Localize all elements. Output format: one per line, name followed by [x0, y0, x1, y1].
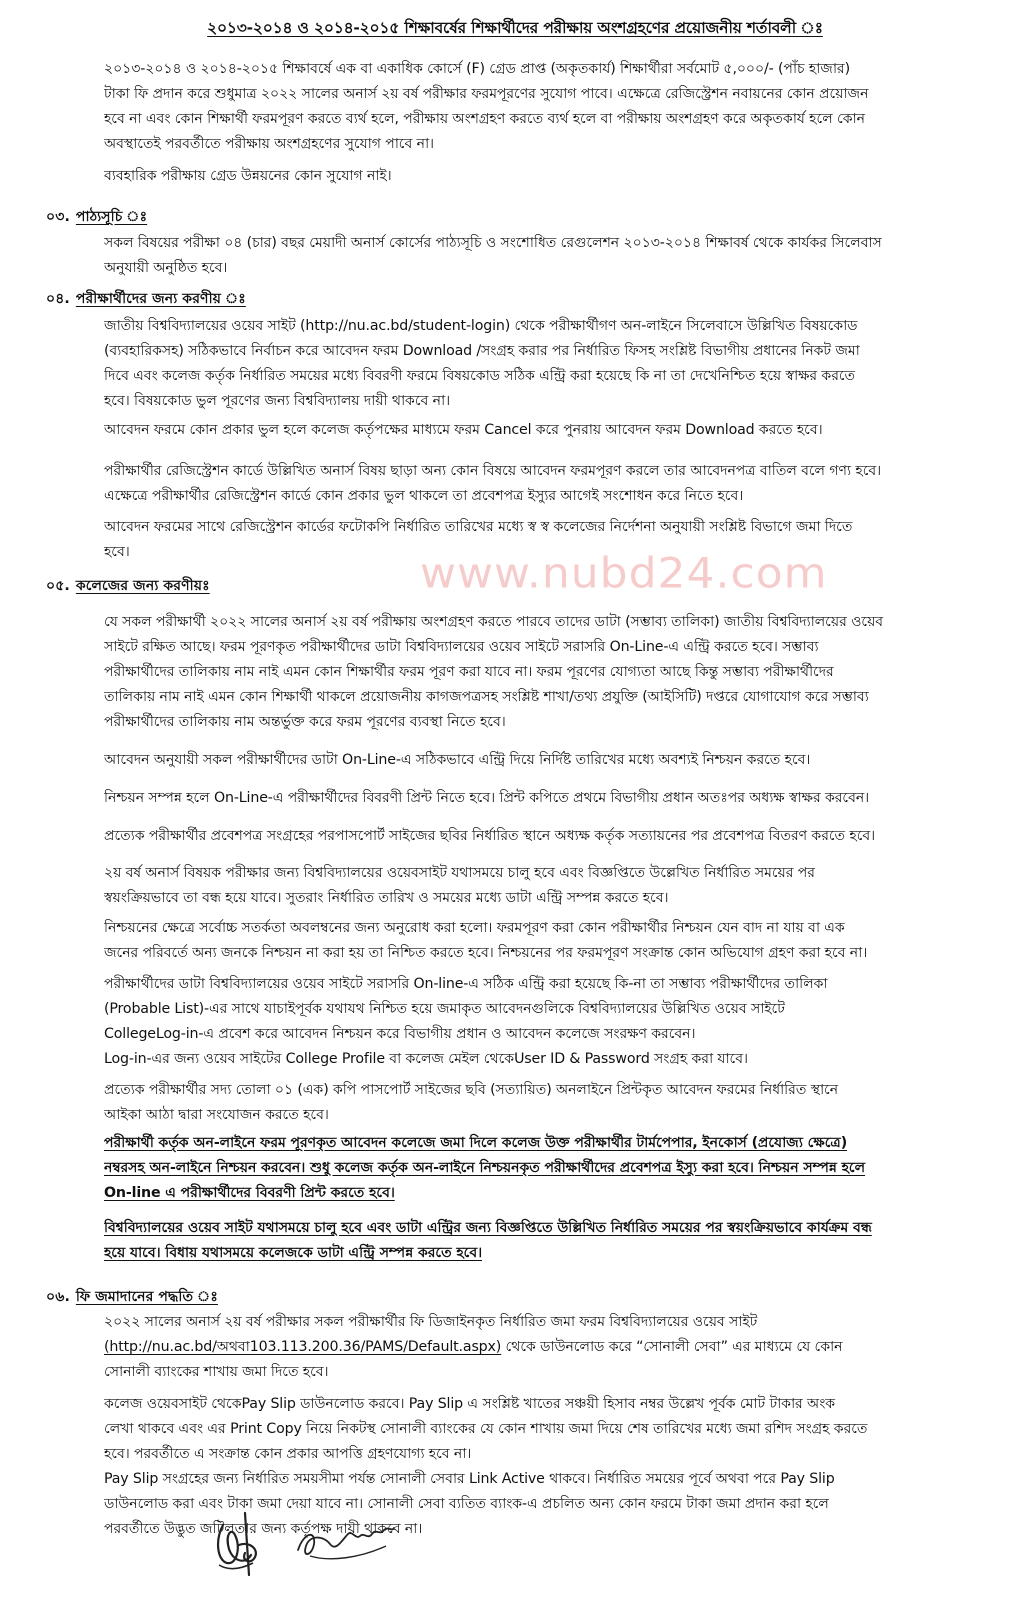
- text-line: Log-in-এর জন্য ওয়েব সাইটের College Profile বা কলেজ মেইল থেকেUser ID & Password সংগ্রহ করা যাবে।: [104, 1051, 748, 1067]
- text-line: স্বয়ংক্রিয়ভাবে তা বন্ধ হয়ে যাবে। সুতরাং নির্ধারিত তারিখ ও সময়ের মধ্যে ডাটা এন্ট্রি সম্পন্ন করতে হবে।: [104, 890, 669, 906]
- text-line: হবে। পরবর্তীতে এ সংক্রান্ত কোন প্রকার আপত্তি গ্রহণযোগ্য হবে না।: [104, 1446, 472, 1462]
- text-line: নিশ্চয়ন সম্পন্ন হলে On-Line-এ পরীক্ষার্থীদের বিবরণী প্রিন্ট নিতে হবে। প্রিন্ট কপিতে প্রথমে বিভাগীয় প্রধান অতঃপর অধ্যক্ষ স্বাক্ষর করবেন।: [104, 790, 870, 806]
- section-number: ০৪.: [46, 291, 70, 307]
- text-line: (ব্যবহারিকসহ) সঠিকভাবে নির্বাচন করে আবেদন ফরম Download /সংগ্রহ করার পর নির্ধারিত ফিসহ সংশ্লিষ্ট বিভাগীয় প্রধানের নিকট জমা: [104, 343, 860, 359]
- college-paragraph-8: [104, 1078, 944, 1128]
- text-line: জনের পরিবর্তে অন্য জনকে নিশ্চয়ন না করা হয় তা নিশ্চিত করতে হবে। নিশ্চয়নের পর ফরমপূরণ সংক্রান্ত কোন অভিযোগ গ্রহণ করা হবে না।: [104, 945, 868, 961]
- section-number: ০৬.: [46, 1289, 70, 1305]
- text-line: On-line এ পরীক্ষার্থীদের বিবরণী প্রিন্ট করতে হবে।: [104, 1185, 395, 1201]
- text-line: আবেদন অনুযায়ী সকল পরীক্ষার্থীদের ডাটা On-Line-এ সঠিকভাবে এন্ট্রি দিয়ে নির্দিষ্ট তারিখের মধ্যে অবশ্যই নিশ্চয়ন করতে হবে।: [104, 752, 811, 768]
- signature-2: [290, 1510, 400, 1570]
- text-line: দিবে এবং কলেজ কর্তৃক নির্ধারিত সময়ের মধ্যে বিবরণী ফরমে বিষয়কোড সঠিক এন্ট্রি করা হয়েছে কি না তা দেখেনিশ্চিত হয়ে স্বাক্ষর করতে: [104, 368, 856, 384]
- text-line: সোনালী ব্যাংকের শাখায় জমা দিতে হবে।: [104, 1364, 329, 1380]
- text-line: পরীক্ষার্থীদের তালিকায় নাম নাই এমন কোন শিক্ষার্থীর ফরম পূরণ করা যাবে না। ফরম পূরণের যোগ্যতা আছে কিন্তু সম্ভাব্য পরীক্ষার্থীদের: [104, 664, 834, 680]
- examinee-paragraph-2: [104, 418, 944, 443]
- text-line: পরবর্তীতে উদ্ভুত জটিলতার জন্য কর্তৃপক্ষ দায়ী থাকবে না।: [104, 1521, 423, 1537]
- text-line: জাতীয় বিশ্ববিদ্যালয়ের ওয়েব সাইট (http://nu.ac.bd/student-login) থেকে পরীক্ষার্থীগণ অন-লাইনে সিলেবাসে উল্লিখিত বিষয়কোড: [104, 318, 858, 334]
- text-line: ২০১৩-২০১৪ ও ২০১৪-২০১৫ শিক্ষাবর্ষে এক বা একাধিক কোর্সে (F) গ্রেড প্রাপ্ত (অকৃতকার্য) শিক্ষার্থীরা সর্বমোট ৫,০০০/- (পাঁচ হাজার): [104, 61, 850, 77]
- text-line: ২য় বর্ষ অনার্স বিষয়ক পরীক্ষার জন্য বিশ্ববিদ্যালয়ের ওয়েবসাইট যথাসময়ে চালু হবে এবং বিজ্ঞপ্তিতে উল্লেখিত নির্ধারিত সময়ের পর: [104, 865, 815, 881]
- college-paragraph-2: [104, 748, 944, 773]
- text-line: আইকা আঠা দ্বারা সংযোজন করতে হবে।: [104, 1107, 329, 1123]
- college-paragraph-7: [104, 972, 944, 1072]
- watermark: www.nubd24.com: [420, 549, 828, 598]
- text-line: পরীক্ষার্থীদের তালিকায় নাম অন্তর্ভুক্ত করে ফরম পূরণের ব্যবস্থা নিতে হবে।: [104, 714, 506, 730]
- section-heading-06: [46, 1286, 218, 1310]
- text-line: সকল বিষয়ের পরীক্ষা ০৪ (চার) বছর মেয়াদী অনার্স কোর্সের পাঠ্যসূচি ও সংশোধিত রেগুলেশন ২০১৩-২০১৪ শিক্ষাবর্ষ থেকে কার্যকর সিলেবাস: [104, 235, 882, 251]
- examinee-paragraph-4: [104, 515, 944, 565]
- examinee-paragraph-1: [104, 314, 944, 414]
- fee-paragraph-1: [104, 1310, 944, 1385]
- examinee-paragraph-3: [104, 459, 944, 509]
- college-paragraph-1: [104, 610, 944, 735]
- text-line: বিশ্ববিদ্যালয়ের ওয়েব সাইট যথাসময়ে চালু হবে এবং ডাটা এন্ট্রির জন্য বিজ্ঞপ্তিতে উল্লিখিত নির্ধারিত সময়ের পর স্বয়ংক্রিয়ভাবে কার্যক্রম বন্ধ: [104, 1220, 872, 1236]
- text-line: পরীক্ষার্থীর রেজিস্ট্রেশন কার্ডে উল্লিখিত অনার্স বিষয় ছাড়া অন্য কোন বিষয়ে আবেদন ফরমপূরণ করলে তার আবেদনপত্র বাতিল বলে গণ্য হবে।: [104, 463, 882, 479]
- text-line: Pay Slip সংগ্রহের জন্য নির্ধারিত সময়সীমা পর্যন্ত সোনালী সেবার Link Active থাকবে। নির্ধারিত সময়ের পূর্বে অথবা পরে Pay Slip: [104, 1471, 835, 1487]
- section-title: পাঠ্যসূচি ঃ: [75, 209, 148, 225]
- text-line: তালিকায় নাম নাই এমন কোন শিক্ষার্থী থাকলে প্রয়োজনীয় কাগজপত্রসহ সংশ্লিষ্ট শাখা/তথ্য প্রযুক্তি (আইসিটি) দপ্তরে যোগাযোগ করে সম্ভাব্য: [104, 689, 869, 705]
- section-number: ০৩.: [46, 209, 70, 225]
- section-heading-03: [46, 206, 147, 230]
- text-line: (Probable List)-এর সাথে যাচাইপূর্বক যথাযথ নিশ্চিত হয়ে জমাকৃত আবেদনগুলিকে বিশ্ববিদ্যালয়ের উল্লিখিত ওয়েব সাইটে: [104, 1001, 785, 1017]
- text-line: আবেদন ফরমে কোন প্রকার ভুল হলে কলেজ কর্তৃপক্ষের মাধ্যমে ফরম Cancel করে পুনরায় আবেদন ফরম Download করতে হবে।: [104, 422, 823, 438]
- section-title: কলেজের জন্য করণীয়ঃ: [75, 578, 210, 594]
- college-paragraph-9: [104, 1131, 944, 1206]
- college-paragraph-5: [104, 861, 944, 911]
- section-title: ফি জমাদানের পদ্ধতি ঃ: [75, 1289, 218, 1305]
- text-line: হয়ে যাবে। বিধায় যথাসময়ে কলেজকে ডাটা এন্ট্রি সম্পন্ন করতে হবে।: [104, 1245, 483, 1261]
- text-line: পরীক্ষার্থীদের ডাটা বিশ্ববিদ্যালয়ের ওয়েব সাইটে সরাসরি On-line-এ সঠিক এন্ট্রি করা হয়েছে কি-না তা সম্ভাব্য পরীক্ষার্থীদের তালিকা: [104, 976, 828, 992]
- intro-paragraph-2: [104, 164, 944, 189]
- text-line: [104, 1335, 944, 1360]
- fee-form-link[interactable]: (http://nu.ac.bd/অথবা103.113.200.36/PAMS/Default.aspx): [104, 1339, 502, 1355]
- text-line: যে সকল পরীক্ষার্থী ২০২২ সালের অনার্স ২য় বর্ষ পরীক্ষায় অংশগ্রহণ করতে পারবে তাদের ডাটা (সম্ভাব্য তালিকা) জাতীয় বিশ্ববিদ্যালয়ের ওয়েব: [104, 614, 884, 630]
- text-line: টাকা ফি প্রদান করে শুধুমাত্র ২০২২ সালের অনার্স ২য় বর্ষ পরীক্ষার ফরমপূরণের সুযোগ পাবে। এক্ষেত্রে রেজিস্ট্রেশন নবায়নের কোন প্রয়োজন: [104, 86, 869, 102]
- college-paragraph-6: [104, 916, 944, 966]
- college-paragraph-4: [104, 824, 944, 849]
- text-line: প্রত্যেক পরীক্ষার্থীর প্রবেশপত্র সংগ্রহের পরপাসপোর্ট সাইজের ছবির নির্ধারিত স্থানে অধ্যক্ষ কর্তৃক সত্যায়নের পর প্রবেশপত্র বিতরণ করতে হবে।: [104, 828, 876, 844]
- intro-paragraph-1: [104, 57, 944, 157]
- college-paragraph-10: [104, 1216, 944, 1266]
- text-line: নম্বরসহ অন-লাইনে নিশ্চয়ন করবেন। শুধু কলেজ কর্তৃক অন-লাইনে নিশ্চয়নকৃত পরীক্ষার্থীদের প্রবেশপত্র ইস্যু করা হবে। নিশ্চয়ন সম্পন্ন হলে: [104, 1160, 866, 1176]
- section-heading-04: [46, 288, 246, 312]
- text-line: অবস্থাতেই পরবর্তীতে পরীক্ষায় অংশগ্রহণের সুযোগ পাবে না।: [104, 136, 434, 152]
- text-line: আবেদন ফরমের সাথে রেজিস্ট্রেশন কার্ডের ফটোকপি নির্ধারিত তারিখের মধ্যে স্ব স্ব কলেজের নির্দেশনা অনুযায়ী সংশ্লিষ্ট বিভাগে জমা দিতে: [104, 519, 853, 535]
- text-line: অনুযায়ী অনুষ্ঠিত হবে।: [104, 260, 228, 276]
- text-line: হবে। বিষয়কোড ভুল পূরণের জন্য বিশ্ববিদ্যালয় দায়ী থাকবে না।: [104, 393, 450, 409]
- text-line: পরীক্ষার্থী কর্তৃক অন-লাইনে ফরম পূরণকৃত আবেদন কলেজে জমা দিলে কলেজ উক্ত পরীক্ষার্থীর টার্মপেপার, ইনকোর্স (প্রযোজ্য ক্ষেত্রে): [104, 1135, 848, 1151]
- text-line: কলেজ ওয়েবসাইট থেকেPay Slip ডাউনলোড করবে। Pay Slip এ সংশ্লিষ্ট খাতের সঞ্চয়ী হিসাব নম্বর উল্লেখ পূর্বক মোট টাকার অংক: [104, 1396, 836, 1412]
- text-line: CollegeLog-in-এ প্রবেশ করে আবেদন নিশ্চয়ন করে বিভাগীয় প্রধান ও আবেদন কলেজে সংরক্ষণ করবেন।: [104, 1026, 696, 1042]
- section-heading-05: [46, 575, 210, 599]
- text-line: লেখা থাকবে এবং এর Print Copy নিয়ে নিকটস্থ সোনালী ব্যাংকের যে কোন শাখায় জমা দিয়ে শেষ তারিখের মধ্যে জমা রশিদ সংগ্রহ করতে: [104, 1421, 868, 1437]
- page-title: ২০১৩-২০১৪ ও ২০১৪-২০১৫ শিক্ষাবর্ষের শিক্ষার্থীদের পরীক্ষায় অংশগ্রহণের প্রয়োজনীয় শর্তাবলী ঃ: [207, 19, 823, 37]
- text-line: নিশ্চয়নের ক্ষেত্রে সর্বোচ্চ সতর্কতা অবলম্বনের জন্য অনুরোধ করা হলো। ফরমপূরণ করা কোন পরীক্ষার্থীর নিশ্চয়ন যেন বাদ না যায় বা এক: [104, 920, 845, 936]
- text-line: হবে।: [104, 544, 130, 560]
- text-line: ২০২২ সালের অনার্স ২য় বর্ষ পরীক্ষার সকল পরীক্ষার্থীর ফি ডিজাইনকৃত নির্ধারিত জমা ফরম বিশ্ববিদ্যালয়ের ওয়েব সাইট: [104, 1314, 758, 1330]
- text-line: প্রত্যেক পরীক্ষার্থীর সদ্য তোলা ০১ (এক) কপি পাসপোর্ট সাইজের ছবি (সত্যায়িত) অনলাইনে প্রিন্টকৃত আবেদন ফরমের নির্ধারিত স্থানে: [104, 1082, 839, 1098]
- section-title: পরীক্ষার্থীদের জন্য করণীয় ঃ: [75, 291, 246, 307]
- text-line: এক্ষেত্রে পরীক্ষার্থীর রেজিস্ট্রেশন কার্ডে কোন প্রকার ভুল থাকলে তা প্রবেশপত্র ইস্যুর আগেই সংশোধন করে নিতে হবে।: [104, 488, 744, 504]
- college-paragraph-3: [104, 786, 944, 811]
- text-line: ব্যবহারিক পরীক্ষায় গ্রেড উন্নয়নের কোন সুযোগ নাই।: [104, 168, 392, 184]
- syllabus-paragraph: [104, 231, 944, 281]
- text-line: ডাউনলোড করা এবং টাকা জমা দেয়া যাবে না। সোনালী সেবা ব্যতিত ব্যাংক-এ প্রচলিত অন্য কোন ফরমে টাকা জমা প্রদান করা হলে: [104, 1496, 829, 1512]
- signature-1: [205, 1505, 275, 1585]
- text-fragment: থেকে ডাউনলোড করে “সোনালী সেবা” এর মাধ্যমে যে কোন: [501, 1339, 843, 1355]
- text-line: সাইটে রক্ষিত আছে। ফরম পূরণকৃত পরীক্ষার্থীদের ডাটা বিশ্ববিদ্যালয়ের ওয়েব সাইটে সরাসরি On-Line-এ এন্ট্রি করতে হবে। সম্ভাব্য: [104, 639, 819, 655]
- text-line: হবে না এবং কোন শিক্ষার্থী ফরমপূরণ করতে ব্যর্থ হলে, পরীক্ষায় অংশগ্রহণ করতে ব্যর্থ হলে বা পরীক্ষায় অংশগ্রহণ করে অকৃতকার্য হলে কোন: [104, 111, 865, 127]
- section-number: ০৫.: [46, 578, 70, 594]
